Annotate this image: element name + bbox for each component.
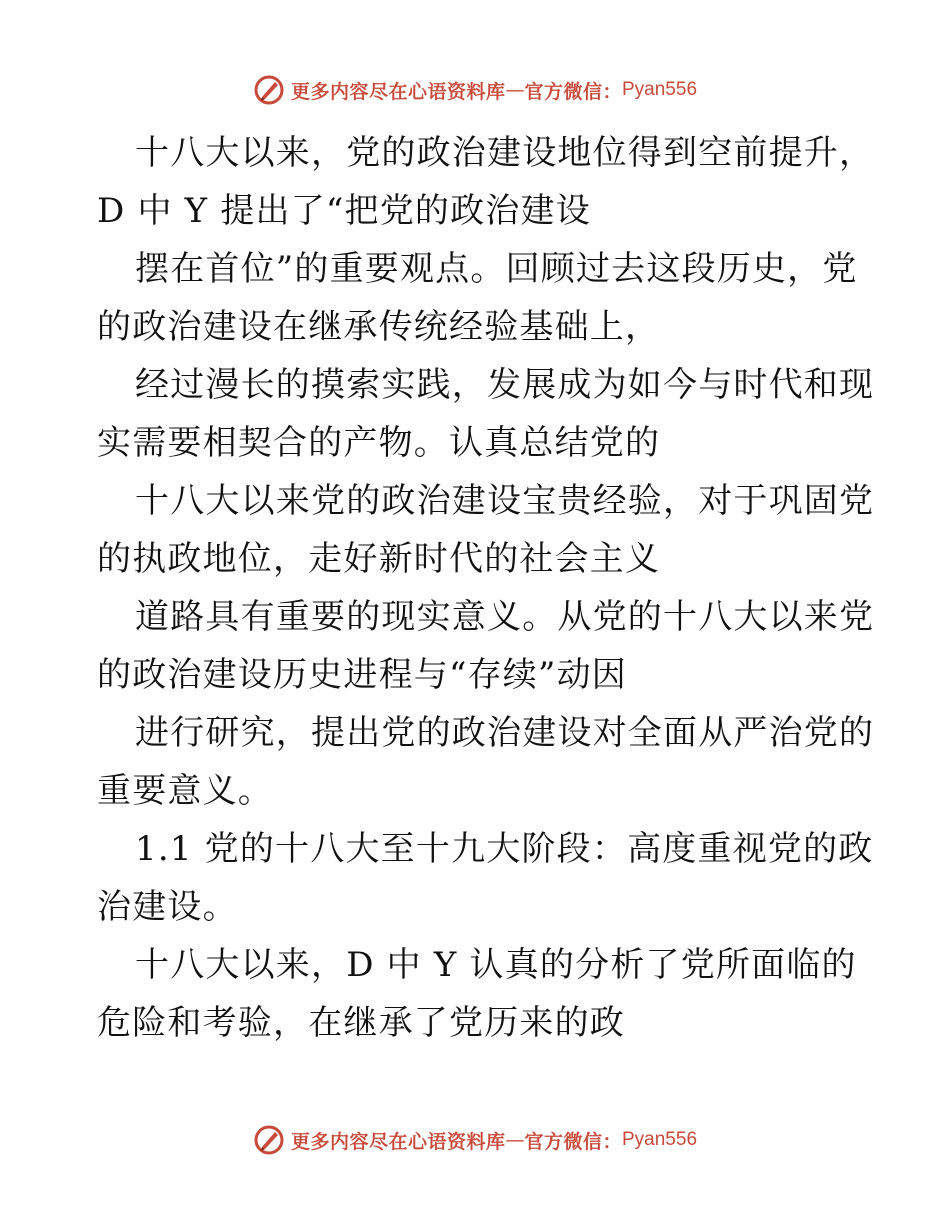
paragraph-4 xyxy=(97,472,875,588)
watermark-dash: — xyxy=(505,1129,525,1151)
paragraph-line: 十八大以来，D 中 Y 认真的分析了党所面临的 xyxy=(135,945,857,985)
paragraph-6 xyxy=(97,704,875,820)
watermark-contact-label: 官方微信： xyxy=(524,80,622,103)
footer-watermark xyxy=(0,1124,950,1156)
paragraph-line: 实需要相契合的产物。认真总结党的 xyxy=(97,423,661,463)
paragraph-line: 摆在首位”的重要观点。回顾过去这段历史，党 xyxy=(135,249,858,289)
watermark-contact-id: Pyan556 xyxy=(622,1129,698,1150)
paragraph-1 xyxy=(97,124,875,240)
paragraph-line: 治建设。 xyxy=(97,887,238,927)
paragraph-3 xyxy=(97,356,875,472)
paragraph-line: 十八大以来党的政治建设宝贵经验，对于巩固党 xyxy=(135,481,875,521)
paragraph-2 xyxy=(97,240,858,356)
paragraph-line: 1.1 党的十八大至十九大阶段：高度重视党的政 xyxy=(135,829,874,869)
section-heading-1-1 xyxy=(97,820,874,936)
paragraph-line: 进行研究，提出党的政治建设对全面从严治党的 xyxy=(135,713,875,753)
paragraph-line: 危险和考验，在继承了党历来的政 xyxy=(97,1003,625,1043)
pen-logo-icon xyxy=(253,1124,285,1156)
paragraph-line: 经过漫长的摸索实践，发展成为如今与时代和现 xyxy=(135,365,875,405)
paragraph-line: 的政治建设在继承传统经验基础上， xyxy=(97,307,661,347)
watermark-contact-id: Pyan556 xyxy=(622,79,698,100)
watermark-text: 更多内容尽在心语资料库 xyxy=(290,1130,506,1153)
paragraph-line: 十八大以来，党的政治建设地位得到空前提升， xyxy=(135,133,875,173)
document-body xyxy=(97,124,875,1052)
paragraph-line: D 中 Y 提出了“把党的政治建设 xyxy=(97,191,591,231)
watermark-dash: — xyxy=(505,79,525,101)
header-watermark xyxy=(0,74,950,106)
paragraph-7 xyxy=(97,936,855,1052)
watermark-text: 更多内容尽在心语资料库 xyxy=(290,80,506,103)
pen-logo-icon xyxy=(253,74,285,106)
paragraph-line: 的执政地位，走好新时代的社会主义 xyxy=(97,539,661,579)
paragraph-5 xyxy=(97,588,875,704)
paragraph-line: 重要意义。 xyxy=(97,771,273,811)
paragraph-line: 道路具有重要的现实意义。从党的十八大以来党 xyxy=(135,597,875,637)
watermark-contact-label: 官方微信： xyxy=(524,1130,622,1153)
paragraph-line: 的政治建设历史进程与“存续”动因 xyxy=(97,655,627,695)
